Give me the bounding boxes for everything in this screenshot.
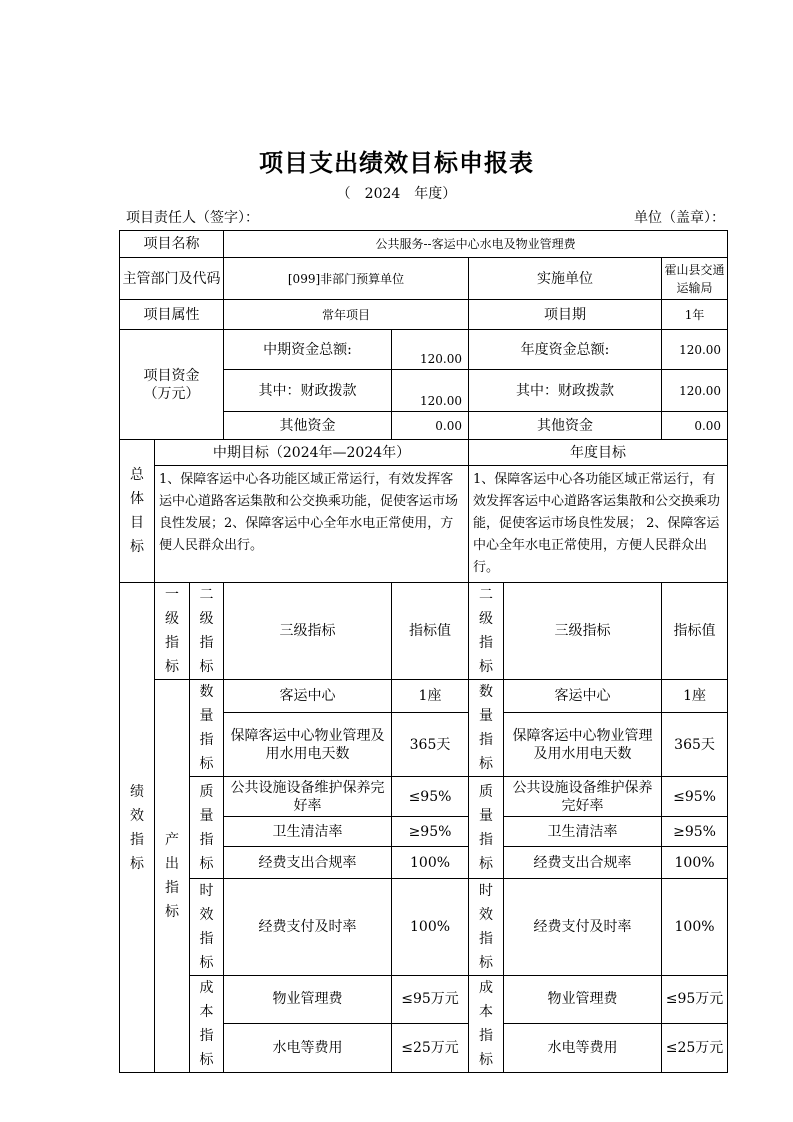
annual-goal-label: 年度目标 — [469, 440, 728, 466]
cost-label-annual: 成本指标 — [469, 976, 504, 1073]
page-title: 项目支出绩效目标申报表 — [259, 148, 534, 177]
row-c2-name: 水电等费用 — [224, 1023, 392, 1072]
row-ql1-value-annual: ≤95% — [662, 777, 728, 817]
dept-label: 主管部门及代码 — [120, 258, 224, 300]
row-c1-name-annual: 物业管理费 — [504, 976, 662, 1024]
mid-total: 120.00 — [392, 330, 469, 370]
row-t1-value-annual: 100% — [662, 879, 728, 976]
annual-other-label: 其他资金 — [469, 412, 662, 440]
row-q1-value-annual: 1座 — [662, 680, 728, 713]
quality-label: 质量指标 — [190, 777, 224, 879]
mid-fiscal: 120.00 — [392, 370, 469, 412]
level1-header: 一级指标 — [155, 583, 190, 680]
row-ql3-value-annual: 100% — [662, 847, 728, 879]
timeliness-label: 时效指标 — [190, 879, 224, 976]
row-c1-value-annual: ≤95万元 — [662, 976, 728, 1024]
row-c1-name: 物业管理费 — [224, 976, 392, 1024]
row-c2-value: ≤25万元 — [392, 1023, 469, 1072]
row-q1-name: 客运中心 — [224, 680, 392, 713]
row-q2-value: 365天 — [392, 713, 469, 777]
perf-label: 绩效指标 — [120, 583, 155, 1073]
row-c2-name-annual: 水电等费用 — [504, 1023, 662, 1072]
cost-label: 成本指标 — [190, 976, 224, 1073]
quantity-label-annual: 数量指标 — [469, 680, 504, 777]
project-name: 公共服务--客运中心水电及物业管理费 — [224, 231, 728, 258]
row-t1-name-annual: 经费支付及时率 — [504, 879, 662, 976]
row-q2-name-annual: 保障客运中心物业管理及用水用电天数 — [504, 713, 662, 777]
performance-table — [119, 230, 728, 1073]
dept-value: [099]非部门预算单位 — [224, 258, 469, 300]
overall-goal-label: 总体目标 — [120, 440, 155, 583]
row-q2-name: 保障客运中心物业管理及用水用电天数 — [224, 713, 392, 777]
impl-value: 霍山县交通运输局 — [662, 258, 728, 300]
mid-other: 0.00 — [392, 412, 469, 440]
mid-fiscal-label: 其中：财政拨款 — [224, 370, 392, 412]
level2-header-annual: 二级指标 — [469, 583, 504, 680]
row-q1-name-annual: 客运中心 — [504, 680, 662, 713]
annual-other: 0.00 — [662, 412, 728, 440]
annual-total-label: 年度资金总额: — [469, 330, 662, 370]
mid-goal-label: 中期目标（2024年—2024年） — [155, 440, 469, 466]
attr-value: 常年项目 — [224, 300, 469, 330]
row-ql2-value: ≥95% — [392, 817, 469, 847]
row-ql2-name: 卫生清洁率 — [224, 817, 392, 847]
annual-fiscal: 120.00 — [662, 370, 728, 412]
year-line: （ 2024 年度） — [336, 186, 457, 202]
level2-header: 二级指标 — [190, 583, 224, 680]
output-label: 产出指标 — [155, 680, 190, 1073]
row-ql1-name: 公共设施设备维护保养完好率 — [224, 777, 392, 817]
responsible-label: 项目责任人（签字）： — [126, 210, 259, 226]
funds-label: 项目资金（万元） — [120, 330, 224, 440]
project-name-label: 项目名称 — [120, 231, 224, 258]
impl-label: 实施单位 — [469, 258, 662, 300]
row-ql1-name-annual: 公共设施设备维护保养完好率 — [504, 777, 662, 817]
row-c2-value-annual: ≤25万元 — [662, 1023, 728, 1072]
period-value: 1年 — [662, 300, 728, 330]
level3-header-annual: 三级指标 — [504, 583, 662, 680]
level3-header: 三级指标 — [224, 583, 392, 680]
period-label: 项目期 — [469, 300, 662, 330]
row-q1-value: 1座 — [392, 680, 469, 713]
row-ql3-name: 经费支出合规率 — [224, 847, 392, 879]
annual-goal-text: 1、保障客运中心各功能区域正常运行，有效发挥客运中心道路客运集散和公交换乘功能，促使客运市场良性发展； 2、保障客运中心全年水电正常使用，方便人民群众出行。 — [469, 466, 728, 583]
row-t1-name: 经费支付及时率 — [224, 879, 392, 976]
quantity-label: 数量指标 — [190, 680, 224, 777]
row-ql2-name-annual: 卫生清洁率 — [504, 817, 662, 847]
row-t1-value: 100% — [392, 879, 469, 976]
mid-other-label: 其他资金 — [224, 412, 392, 440]
annual-fiscal-label: 其中：财政拨款 — [469, 370, 662, 412]
value-header-annual: 指标值 — [662, 583, 728, 680]
timeliness-label-annual: 时效指标 — [469, 879, 504, 976]
value-header: 指标值 — [392, 583, 469, 680]
mid-total-label: 中期资金总额: — [224, 330, 392, 370]
row-ql3-value: 100% — [392, 847, 469, 879]
row-ql3-name-annual: 经费支出合规率 — [504, 847, 662, 879]
row-ql2-value-annual: ≥95% — [662, 817, 728, 847]
unit-label: 单位（盖章）： — [634, 210, 725, 226]
quality-label-annual: 质量指标 — [469, 777, 504, 879]
row-q2-value-annual: 365天 — [662, 713, 728, 777]
attr-label: 项目属性 — [120, 300, 224, 330]
row-ql1-value: ≤95% — [392, 777, 469, 817]
mid-goal-text: 1、保障客运中心各功能区域正常运行，有效发挥客运中心道路客运集散和公交换乘功能，促使客运市场良性发展；2、保障客运中心全年水电正常使用，方便人民群众出行。 — [155, 466, 469, 583]
row-c1-value: ≤95万元 — [392, 976, 469, 1024]
annual-total: 120.00 — [662, 330, 728, 370]
